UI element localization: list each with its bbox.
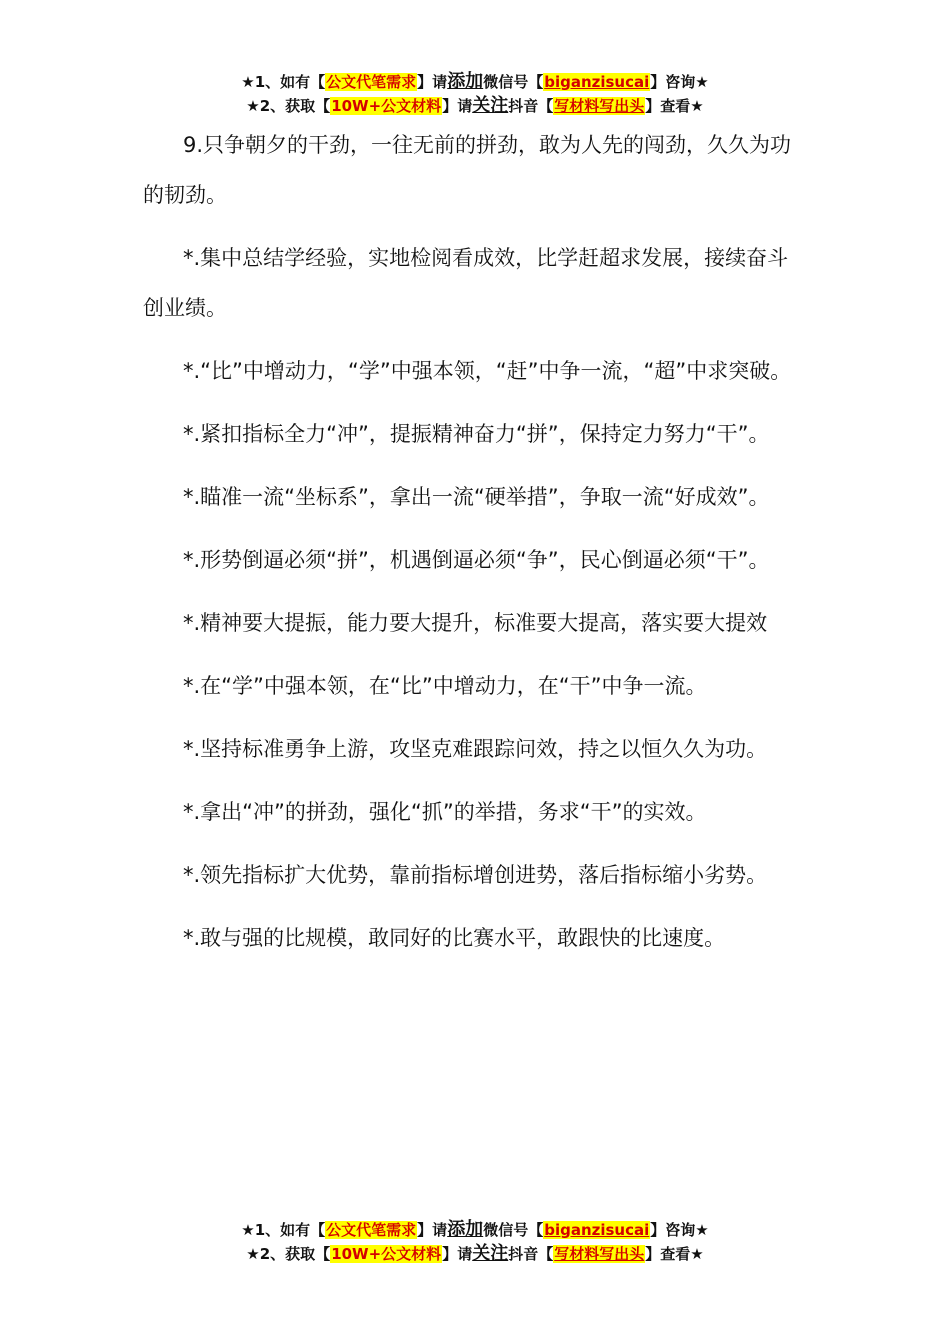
banner-emphasis: 关注 [472, 1243, 509, 1264]
banner-text: 1、如有【 [254, 1221, 326, 1239]
paragraph: *.精神要大提振，能力要大提升，标准要大提高，落实要大提效 [183, 611, 768, 635]
star-icon: ★ [690, 1245, 704, 1263]
paragraph: *.坚持标准勇争上游，攻坚克难跟踪问效，持之以恒久久为功。 [183, 737, 768, 761]
banner-text: 】请 [442, 97, 473, 115]
banner-text: 】请 [417, 1221, 448, 1239]
banner-text: 1、如有【 [254, 73, 326, 91]
banner-text: 抖音【 [508, 1245, 554, 1263]
star-icon: ★ [690, 97, 704, 115]
highlight-service: 公文代笔需求 [326, 73, 417, 91]
star-icon: ★ [246, 1245, 260, 1263]
paragraph: *.形势倒逼必须“拼”，机遇倒逼必须“争”，民心倒逼必须“干”。 [183, 548, 770, 572]
star-icon: ★ [246, 97, 260, 115]
douyin-account-link[interactable]: 写材料写出头 [554, 97, 645, 115]
paragraph: *.在“学”中强本领，在“比”中增动力，在“干”中争一流。 [183, 674, 707, 698]
banner-text: 】咨询 [650, 1221, 696, 1239]
banner-text: 微信号【 [483, 73, 544, 91]
banner-line-1 [0, 70, 950, 94]
banner-text: 抖音【 [508, 97, 554, 115]
star-icon: ★ [695, 73, 709, 91]
star-icon: ★ [695, 1221, 709, 1239]
douyin-account-link[interactable]: 写材料写出头 [554, 1245, 645, 1263]
banner-text: 】查看 [645, 97, 691, 115]
banner-line-2 [0, 94, 950, 118]
paragraph: *.敢与强的比规模，敢同好的比赛水平，敢跟快的比速度。 [183, 926, 726, 950]
banner-text: 2、获取【 [259, 97, 331, 115]
banner-text: 】请 [417, 73, 448, 91]
banner-text: 】请 [442, 1245, 473, 1263]
banner-text: 】咨询 [650, 73, 696, 91]
banner-text: 微信号【 [483, 1221, 544, 1239]
banner-emphasis: 关注 [472, 95, 509, 116]
paragraph: *.瞄准一流“坐标系”，拿出一流“硬举措”，争取一流“好成效”。 [183, 485, 770, 509]
paragraph: *.领先指标扩大优势，靠前指标增创进势，落后指标缩小劣势。 [183, 863, 768, 887]
paragraph: *.紧扣指标全力“冲”，提振精神奋力“拼”，保持定力努力“干”。 [183, 422, 770, 446]
highlight-materials: 10W+公文材料 [331, 97, 442, 115]
banner-emphasis: 添加 [447, 71, 484, 92]
banner-emphasis: 添加 [447, 1219, 484, 1240]
paragraph: *.“比”中增动力，“学”中强本领，“赶”中争一流，“超”中求突破。 [183, 359, 792, 383]
banner-line-1 [0, 1218, 950, 1242]
highlight-materials: 10W+公文材料 [331, 1245, 442, 1263]
star-icon: ★ [241, 1221, 255, 1239]
banner-text: 2、获取【 [259, 1245, 331, 1263]
star-icon: ★ [241, 73, 255, 91]
footer-banner [0, 1218, 950, 1266]
banner-text: 】查看 [645, 1245, 691, 1263]
paragraph: *.集中总结学经验，实地检阅看成效，比学赶超求发展，接续奋斗创业绩。 [143, 246, 789, 320]
paragraph: *.拿出“冲”的拼劲，强化“抓”的举措，务求“干”的实效。 [183, 800, 707, 824]
header-banner [0, 70, 950, 118]
wechat-id-link[interactable]: biganzisucai [544, 1221, 650, 1239]
document-body [143, 120, 808, 963]
banner-line-2 [0, 1242, 950, 1266]
paragraph: 9.只争朝夕的干劲，一往无前的拼劲，敢为人先的闯劲，久久为功的韧劲。 [143, 133, 792, 207]
wechat-id-link[interactable]: biganzisucai [544, 73, 650, 91]
highlight-service: 公文代笔需求 [326, 1221, 417, 1239]
